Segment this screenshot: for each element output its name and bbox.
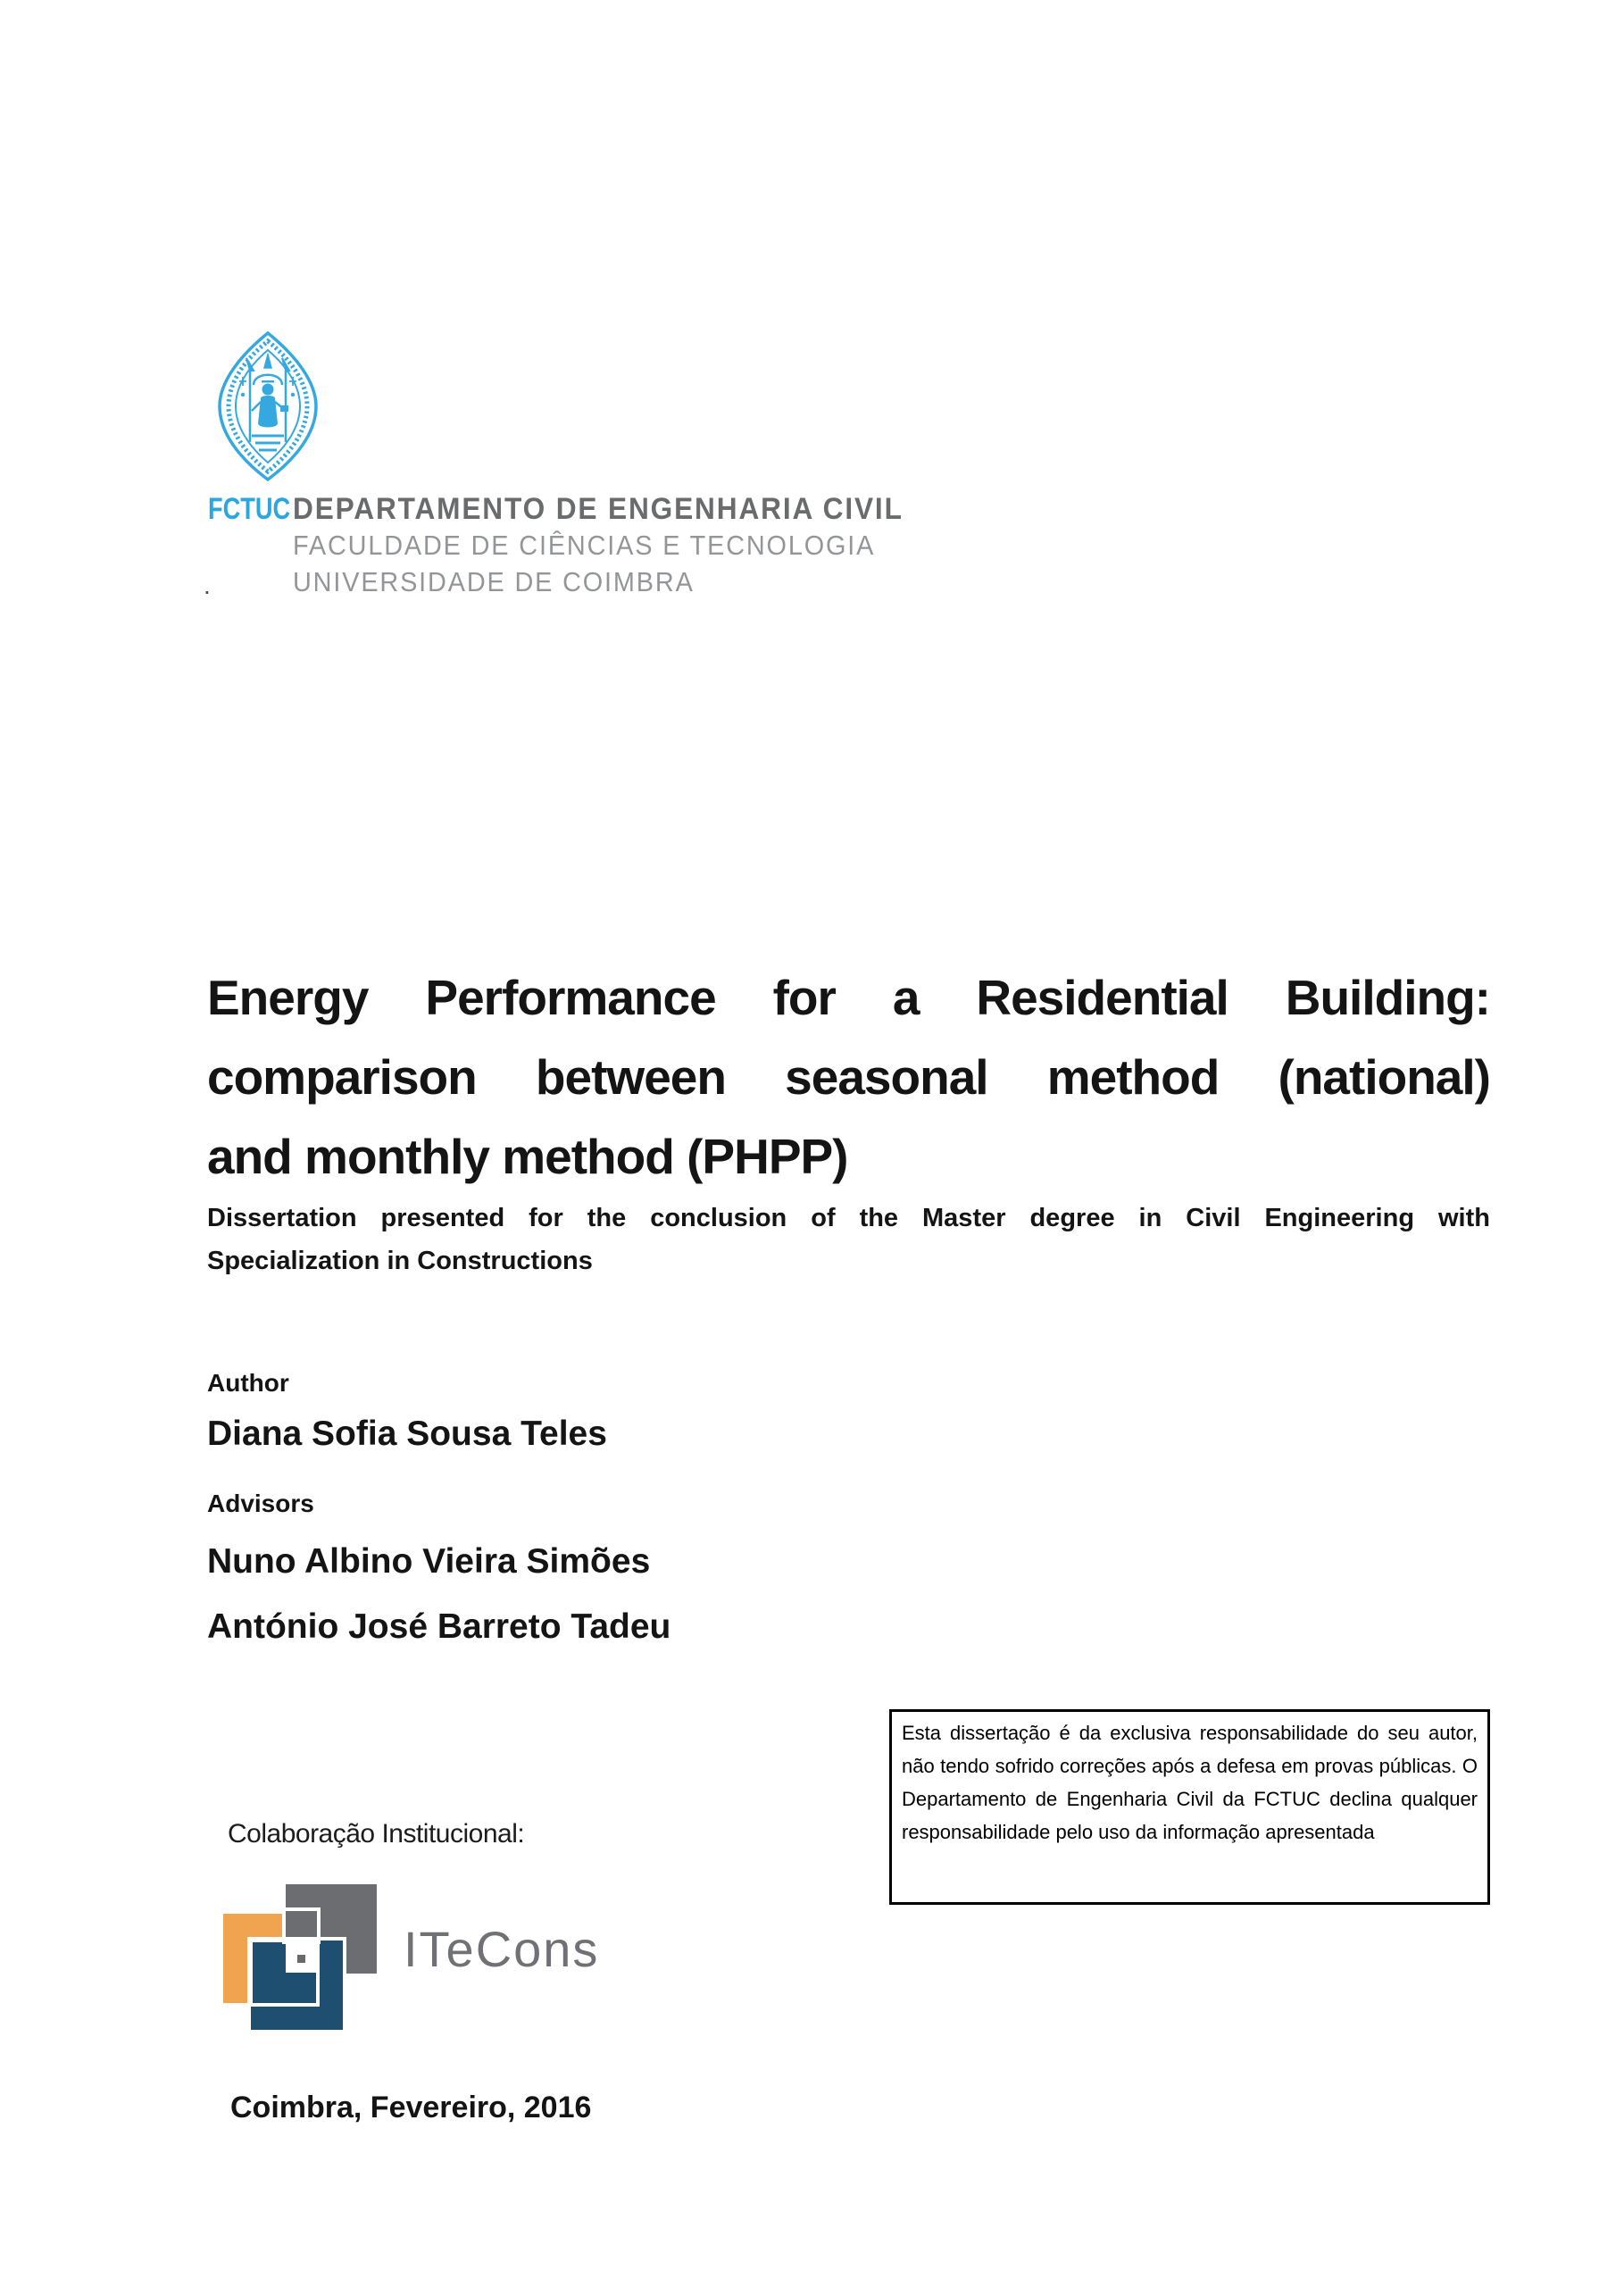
- faculty-line: FACULDADE DE CIÊNCIAS E TECNOLOGIA: [293, 530, 876, 561]
- itecons-center-dot: [297, 1955, 305, 1963]
- department-title: DEPARTAMENTO DE ENGENHARIA CIVIL: [293, 492, 904, 526]
- university-line: UNIVERSIDADE DE COIMBRA: [293, 566, 695, 597]
- itecons-wordmark: ITeCons: [404, 1921, 600, 1977]
- author-label: Author: [207, 1369, 289, 1397]
- thesis-subtitle-line-1: Dissertation presented for the conclusion of the Master degree in Civil Engineering with: [207, 1204, 1490, 1232]
- disclaimer-box: [889, 1709, 1490, 1905]
- author-name: Diana Sofia Sousa Teles: [207, 1415, 607, 1453]
- thesis-title-line-2: comparison between seasonal method (national): [207, 1049, 1490, 1105]
- fctuc-wordmark: FCTUC: [208, 492, 291, 526]
- place-and-date-line: Coimbra, Fevereiro, 2016: [230, 2091, 592, 2124]
- advisor-name-1: Nuno Albino Vieira Simões: [207, 1542, 651, 1581]
- stray-period: .: [204, 572, 211, 599]
- thesis-title-line-1: Energy Performance for a Residential Building:: [207, 970, 1490, 1025]
- advisors-label: Advisors: [207, 1490, 314, 1517]
- collaboration-label: Colaboração Institucional:: [228, 1819, 525, 1849]
- thesis-title: [207, 958, 1490, 1197]
- advisor-name-2: António José Barreto Tadeu: [207, 1607, 671, 1646]
- thesis-subtitle: [207, 1197, 1490, 1282]
- itecons-center-white-square: [286, 1941, 317, 1973]
- university-of-coimbra-seal-icon: [214, 330, 321, 482]
- itecons-logo: [223, 1881, 616, 2037]
- itecons-white-outline-square-top: [282, 1907, 321, 1944]
- disclaimer-text: Esta dissertação é da exclusiva responsabilidade do seu autor, não tendo sofrido correções após a defesa em provas públicas. O Departamento de Engenharia Civil da FCTUC declina qualquer responsabilidade pelo uso da informação apresentada: [902, 1722, 1478, 1843]
- thesis-subtitle-line-2: Specialization in Constructions: [207, 1247, 593, 1275]
- thesis-title-line-3: and monthly method (PHPP): [207, 1129, 848, 1184]
